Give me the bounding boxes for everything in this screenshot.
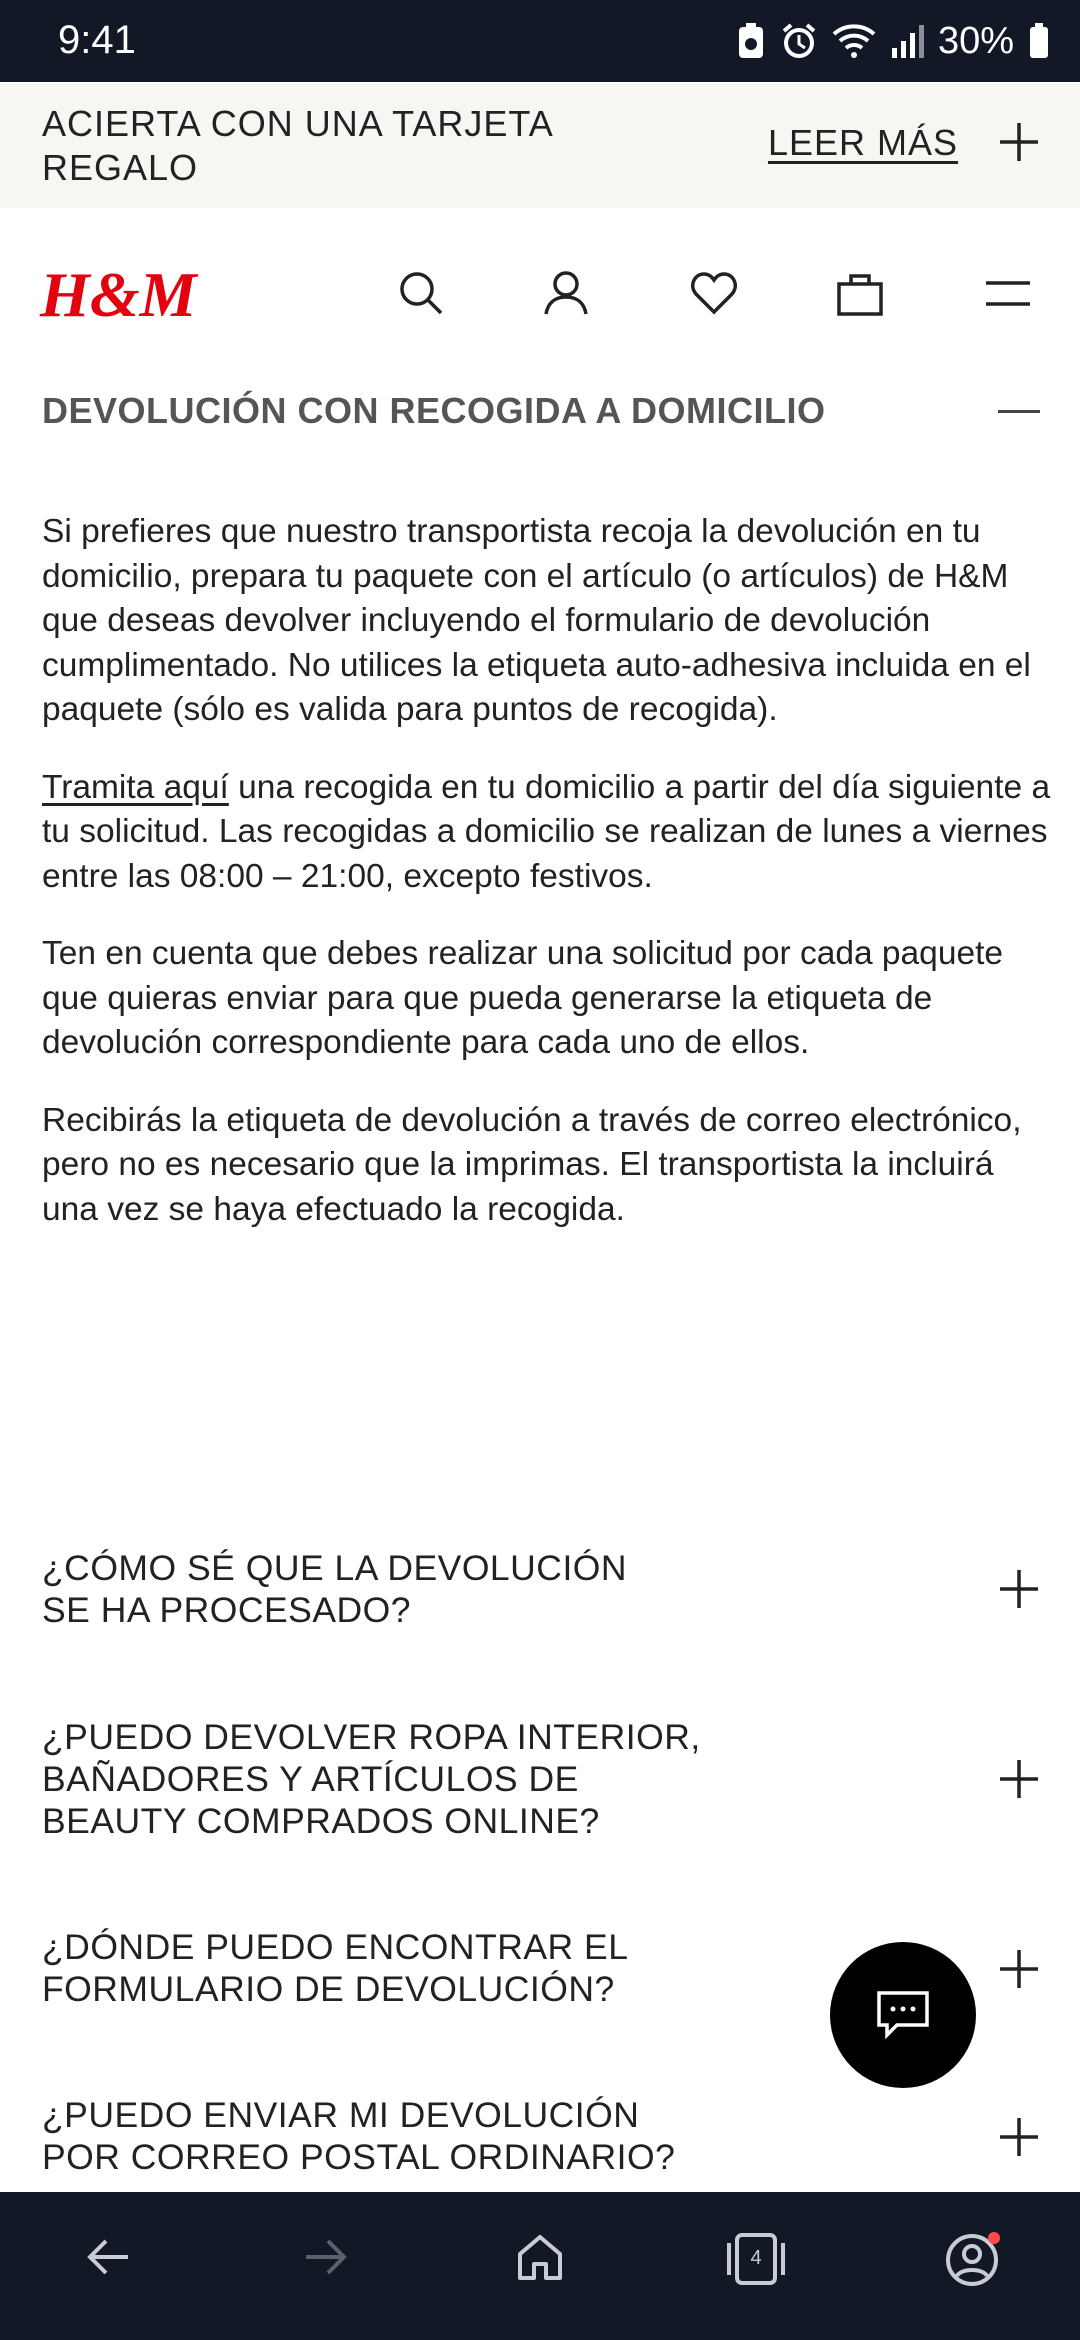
expand-plus-icon[interactable]: [998, 1568, 1040, 1610]
faq-question[interactable]: ¿PUEDO DEVOLVER ROPA INTERIOR, BAÑADORES Y ARTÍCULOS DE BEAUTY COMPRADOS ONLINE?: [42, 1717, 701, 1841]
chat-button[interactable]: [830, 1942, 976, 2088]
signal-icon: [890, 22, 924, 60]
promo-banner[interactable]: [0, 84, 1080, 208]
expand-plus-icon[interactable]: [998, 2116, 1040, 2158]
tramita-link[interactable]: Tramita aquí: [42, 768, 229, 806]
status-icons: [736, 16, 1050, 66]
faq-question[interactable]: ¿DÓNDE PUEDO ENCONTRAR EL FORMULARIO DE DEVOLUCIÓN?: [42, 1927, 629, 2009]
home-icon[interactable]: [515, 2232, 565, 2282]
expand-plus-icon[interactable]: [998, 1758, 1040, 1800]
favorites-heart-icon[interactable]: [690, 270, 738, 316]
tabs-button[interactable]: [724, 2232, 788, 2286]
site-header: [0, 208, 1080, 378]
paragraph: Recibirás la etiqueta de devolución a través de correo electrónico, pero no es necesario que la imprimas. El transportista la incluirá una vez se haya efectuado la recogida.: [42, 1101, 1022, 1228]
paragraph: Si prefieres que nuestro transportista recoja la devolución en tu domicilio, prepara tu paquete con el artículo (o artículos) de H&M que deseas devolver incluyendo el formulario de devolución cumplimentado. No utilices la etiqueta auto-adhesiva incluida en el paquete (sólo es valida para puntos de recogida).: [42, 513, 1031, 728]
notification-dot: [988, 2232, 1000, 2244]
menu-icon[interactable]: [984, 270, 1032, 316]
expand-plus-icon[interactable]: [998, 1948, 1040, 1990]
forward-arrow-icon[interactable]: [300, 2232, 350, 2282]
read-more-link[interactable]: LEER MÁS: [767, 122, 958, 163]
tab-count: 4: [750, 2247, 762, 2269]
svg-text:H&M: H&M: [40, 259, 197, 330]
paragraph: Ten en cuenta que debes realizar una solicitud por cada paquete que quieras enviar para que pueda generarse la etiqueta de devolución correspondiente para cada uno de ellos.: [42, 935, 1004, 1061]
battery-saver-icon: [736, 22, 766, 60]
section-title[interactable]: DEVOLUCIÓN CON RECOGIDA A DOMICILIO: [42, 390, 826, 431]
battery-percent: 30%: [937, 19, 1014, 62]
status-time: 9:41: [58, 18, 136, 62]
profile-button[interactable]: [944, 2232, 1000, 2288]
paragraph-text: una recogida en tu domicilio a partir del día siguiente a tu solicitud. Las recogidas a domicilio se realizan de lunes a viernes entre las 08:00 – 21:00, excepto festivos.: [42, 768, 1051, 895]
plus-icon[interactable]: [998, 121, 1040, 163]
account-icon[interactable]: [543, 270, 589, 316]
wifi-icon: [832, 22, 876, 60]
faq-question[interactable]: ¿PUEDO ENVIAR MI DEVOLUCIÓN POR CORREO POSTAL ORDINARIO?: [42, 2095, 676, 2177]
chat-bubble-icon: [875, 1989, 931, 2041]
promo-text: ACIERTA CON UNA TARJETA REGALO: [42, 103, 552, 188]
shopping-bag-icon[interactable]: [836, 270, 884, 316]
hm-logo[interactable]: [40, 259, 197, 330]
browser-nav-bar: [0, 2192, 1080, 2340]
alarm-icon: [780, 22, 818, 60]
status-bar: [0, 0, 1080, 82]
search-icon[interactable]: [398, 270, 444, 316]
faq-question[interactable]: ¿CÓMO SÉ QUE LA DEVOLUCIÓN SE HA PROCESADO?: [42, 1548, 628, 1630]
collapse-minus-icon[interactable]: [998, 410, 1040, 413]
section-content: [42, 510, 1052, 1265]
back-arrow-icon[interactable]: [84, 2232, 134, 2282]
paragraph: [42, 766, 1052, 900]
battery-icon: [1028, 22, 1050, 60]
